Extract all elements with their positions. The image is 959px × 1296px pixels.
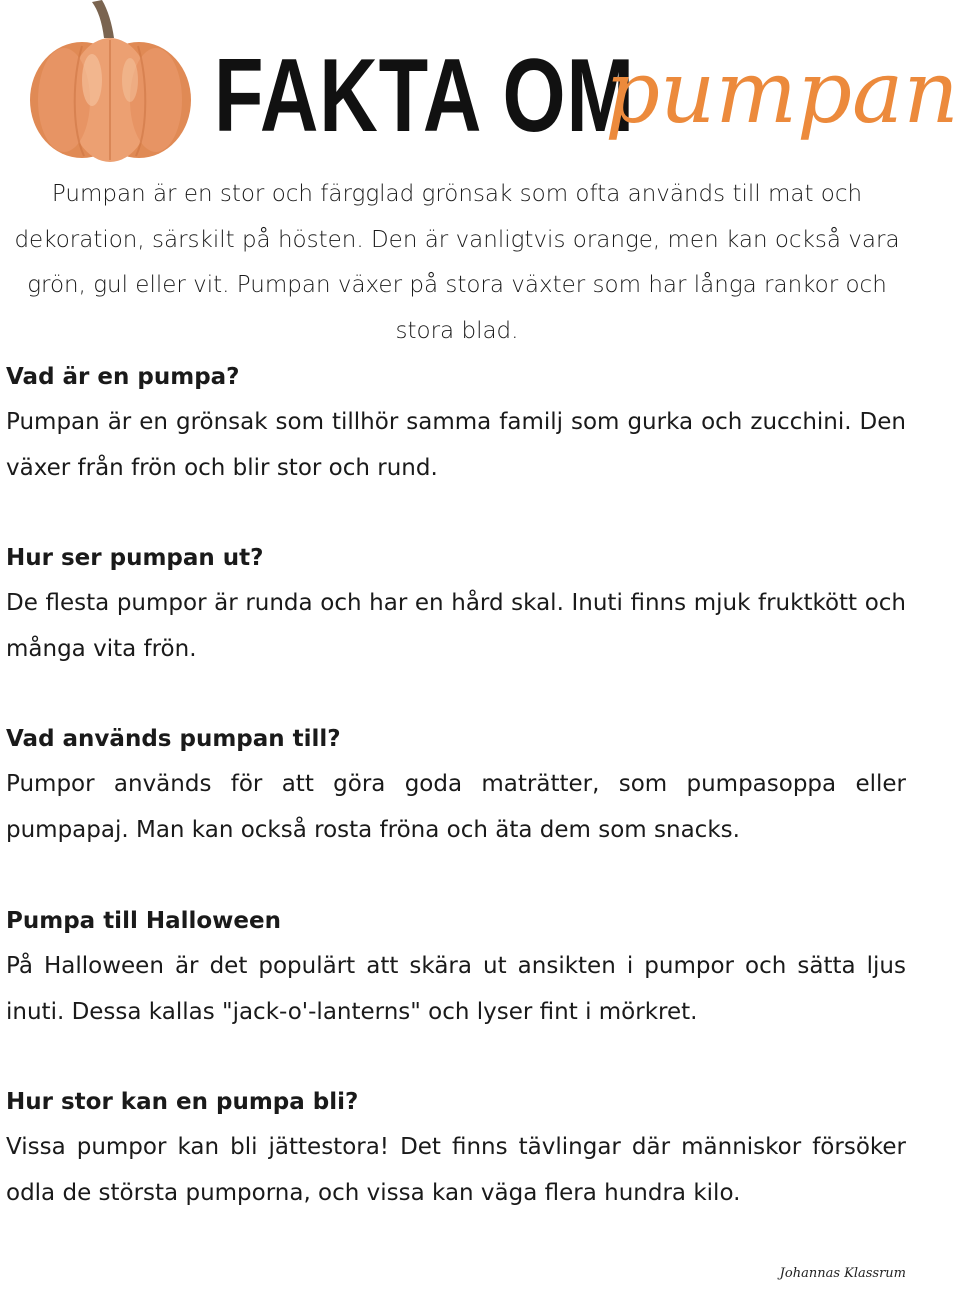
section-body: Vissa pumpor kan bli jättestora! Det finns tävlingar där människor försöker odla de största pumporna, och vissa kan väga flera hundra kilo. (6, 1134, 906, 1206)
intro-paragraph: Pumpan är en stor och färgglad grönsak som ofta används till mat och dekoration, särskilt på hösten. Den är vanligtvis orange, men kan också vara grön, gul eller vit. Pumpan växer på stora växter som har långa rankor och stora blad. (14, 181, 900, 344)
section-size (6, 1080, 906, 1216)
signature: Johannas Klassrum (779, 1266, 906, 1281)
section-body: Pumpan är en grönsak som tillhör samma familj som gurka och zucchini. Den växer från frön och blir stor och rund. (6, 409, 906, 481)
section-appearance (6, 536, 906, 672)
section-body: De flesta pumpor är runda och har en hård skal. Inuti finns mjuk fruktkött och många vita frön. (6, 590, 906, 662)
section-heading: Vad används pumpan till? (6, 726, 341, 752)
section-body: Pumpor används för att göra goda maträtter, som pumpasoppa eller pumpapaj. Man kan också rosta fröna och äta dem som snacks. (6, 771, 906, 843)
section-heading: Hur ser pumpan ut? (6, 545, 264, 571)
section-body: På Halloween är det populärt att skära ut ansikten i pumpor och sätta ljus inuti. Dessa kallas "jack-o'-lanterns" och lyser fint i mörkret. (6, 953, 906, 1025)
section-what-is (6, 355, 906, 491)
page-title: FAKTA OM (214, 38, 635, 154)
section-heading: Pumpa till Halloween (6, 908, 282, 934)
section-heading: Hur stor kan en pumpa bli? (6, 1089, 359, 1115)
section-uses (6, 717, 906, 853)
page-title-accent: pumpan (605, 43, 959, 143)
section-halloween (6, 899, 906, 1035)
section-heading: Vad är en pumpa? (6, 364, 240, 390)
pumpkin-illustration (22, 0, 197, 165)
